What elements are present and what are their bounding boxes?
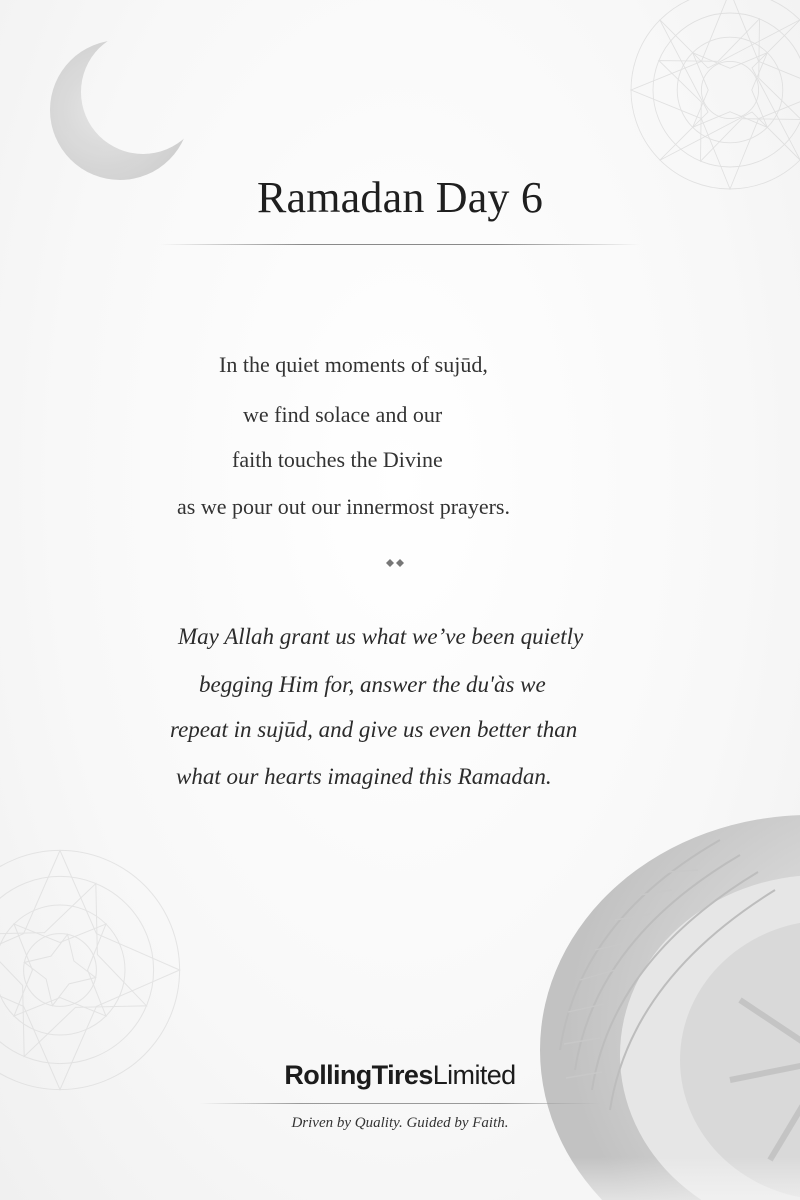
crescent-moon-icon	[40, 30, 200, 190]
brand-name-light: Limited	[432, 1060, 516, 1090]
verse-line-4: as we pour out our innermost prayers.	[177, 494, 510, 519]
page-title: Ramadan Day 6	[256, 173, 544, 222]
title-divider	[160, 244, 640, 245]
prayer-line-3: repeat in sujūd, and give us even better than	[170, 717, 578, 742]
brand-divider	[200, 1103, 600, 1104]
verse-line-3: faith touches the Divine	[232, 447, 443, 472]
prayer-line-1: May Allah grant us what we’ve been quietly	[178, 624, 584, 649]
brand-name-bold: RollingTires	[284, 1060, 433, 1090]
verse-line-1: In the quiet moments of sujūd,	[219, 352, 488, 377]
verse-line-2: we find solace and our	[243, 402, 443, 427]
ornamental-divider	[150, 556, 650, 570]
brand-logo	[0, 1060, 800, 1091]
prayer-line-4: what our hearts imagined this Ramadan.	[176, 764, 552, 789]
geometric-mandala-icon	[620, 0, 800, 200]
brand-tagline: Driven by Quality. Guided by Faith.	[291, 1115, 509, 1131]
tire-icon	[520, 800, 800, 1200]
prayer-line-2: begging Him for, answer the du'às we	[199, 672, 546, 697]
